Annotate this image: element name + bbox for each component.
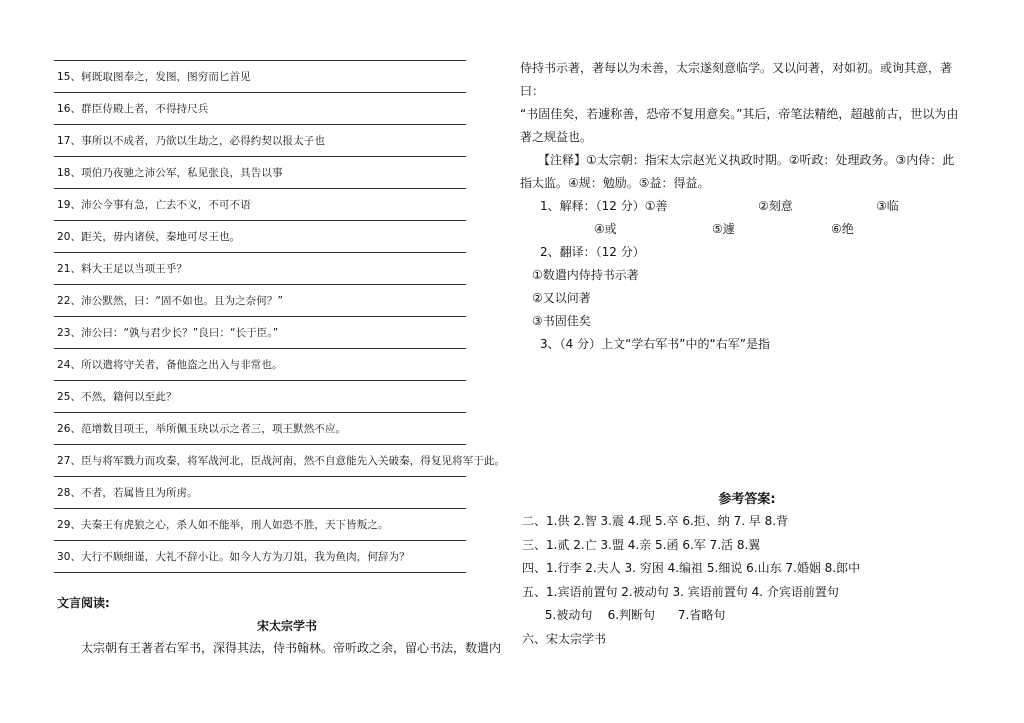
question-text: 27、臣与将军戮力而攻秦，将军战河北，臣战河南，然不自意能先入关破秦，得复见将军于此。 xyxy=(57,455,506,467)
q1-item: ⑥绝 xyxy=(831,222,854,236)
q1-item: ②刻意 xyxy=(758,199,793,213)
question-text: 23、沛公曰：“孰与君少长？”良曰：“长于臣。” xyxy=(57,327,279,339)
q1-row xyxy=(520,218,972,241)
answer-row: 三、1.贰 2.亡 3.盟 4.亲 5.函 6.军 7.活 8.翼 xyxy=(522,537,761,552)
q2-item-row xyxy=(520,310,972,333)
question-text: 17、事所以不成者，乃欲以生劫之，必得约契以报太子也 xyxy=(57,135,325,147)
q1-row xyxy=(520,195,972,218)
question-item xyxy=(54,156,466,188)
question-item xyxy=(54,412,466,444)
question-text: 28、不者，若属皆且为所虏。 xyxy=(57,487,198,499)
answer-key xyxy=(522,488,982,651)
q2-item: ②又以问著 xyxy=(532,291,591,305)
question-text: 16、群臣侍殿上者，不得持尺兵 xyxy=(57,103,209,115)
question-text: 22、沛公默然，曰：“固不如也。且为之奈何？” xyxy=(57,295,284,307)
question-text: 24、所以遣将守关者，备他盗之出入与非常也。 xyxy=(57,359,283,371)
question-item xyxy=(54,92,466,124)
answer-row: 五、1.宾语前置句 2.被动句 3. 宾语前置句 4. 介宾语前置句 xyxy=(522,584,839,599)
passage-line: 侍持书示著，著每以为未善，太宗遂刻意临学。又以问著，对如初。或询其意，著曰： xyxy=(520,61,953,98)
question-item xyxy=(54,316,466,348)
q2-label: 2、翻译：（12 分） xyxy=(540,245,645,259)
question-text: 30、大行不顾细谨，大礼不辞小让。如今人方为刀俎，我为鱼肉，何辞为？ xyxy=(57,551,410,563)
q1-item: ⑤遽 xyxy=(712,222,735,236)
q3-text: 3、（4 分）上文“学右军书”中的“右军”是指 xyxy=(540,337,770,351)
note-line: 【注释】①太宗朝：指宋太宗赵光义执政时期。②听政：处理政务。③内侍：此 xyxy=(538,153,955,167)
q2-item: ①数遣内侍持书示著 xyxy=(532,268,639,282)
answer-line xyxy=(54,572,466,574)
passage-line: “书固佳矣，若遽称善，恐帝不复用意矣。”其后，帝笔法精绝，超越前古，世以为由 xyxy=(520,107,959,121)
q2-item: ③书固佳矣 xyxy=(532,314,591,328)
answer-row: 四、1.行李 2.夫人 3. 穷困 4.编祖 5.细说 6.山东 7.婚姻 8.郎中 xyxy=(522,561,861,575)
answer-row: 二、1.供 2.智 3.震 4.现 5.卒 6.拒、纳 7. 早 8.背 xyxy=(522,514,789,528)
answer-row: 5.被动句 6.判断句 7.省略句 xyxy=(522,608,726,622)
question-item xyxy=(54,508,466,540)
q2-item-row xyxy=(520,287,972,310)
question-item xyxy=(54,220,466,252)
question-item xyxy=(54,540,466,572)
passage-text: 太宗朝有王著者右军书，深得其法，侍书翰林。帝听政之余，留心书法，数遣内 xyxy=(81,641,502,655)
question-text: 15、轲既取图奉之，发图，图穷而匕首见 xyxy=(57,71,251,83)
question-text: 21、料大王足以当项王乎？ xyxy=(57,263,188,275)
question-item xyxy=(54,284,466,316)
question-item xyxy=(54,380,466,412)
q3-row xyxy=(520,333,972,356)
question-text: 19、沛公今事有急，亡去不义，不可不语 xyxy=(57,199,251,211)
question-text: 25、不然，籍何以至此？ xyxy=(57,391,177,403)
question-item xyxy=(54,348,466,380)
reading-section xyxy=(57,594,517,660)
answer-row: 六、宋太宗学书 xyxy=(522,631,607,646)
note-line: 指太监。④规：勉励。⑤益：得益。 xyxy=(520,176,710,190)
question-item xyxy=(54,188,466,220)
question-item xyxy=(54,252,466,284)
question-text: 26、范增数目项王，举所佩玉玦以示之者三，项王默然不应。 xyxy=(57,423,347,435)
answer-key-title: 参考答案: xyxy=(718,492,776,507)
question-item xyxy=(54,476,466,508)
q2-row xyxy=(520,241,972,264)
q2-item-row xyxy=(520,264,972,287)
passage-line: 著之规益也。 xyxy=(520,130,593,144)
question-item xyxy=(54,444,506,476)
question-item xyxy=(54,124,466,156)
question-text: 29、夫秦王有虎狼之心，杀人如不能举，刑人如恐不胜，天下皆叛之。 xyxy=(57,519,389,531)
q1-item: ④或 xyxy=(594,222,617,236)
q1-label: 1、解释：（12 分）①善 xyxy=(540,199,668,213)
questions-list xyxy=(54,60,506,574)
question-text: 18、项伯乃夜驰之沛公军，私见张良，具告以事 xyxy=(57,167,283,179)
question-item xyxy=(54,60,466,92)
q1-item: ③临 xyxy=(876,199,899,213)
question-text: 20、距关，毋内诸侯，秦地可尽王也。 xyxy=(57,231,241,243)
section-heading: 文言阅读: xyxy=(57,596,110,610)
passage-title: 宋太宗学书 xyxy=(256,619,317,633)
reading-continuation xyxy=(520,57,972,356)
